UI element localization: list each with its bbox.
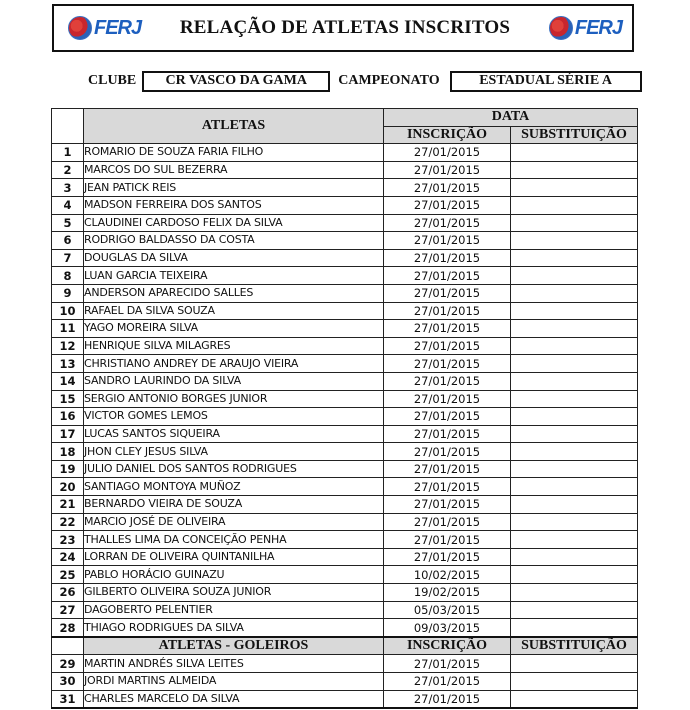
championship-label: CAMPEONATO	[338, 73, 440, 88]
table-row	[52, 320, 638, 338]
table-row	[52, 566, 638, 584]
row-number: 27	[52, 601, 84, 619]
table-row	[52, 619, 638, 637]
table-row	[52, 690, 638, 708]
athlete-name: CHARLES MARCELO DA SILVA	[84, 690, 384, 708]
athlete-name: SERGIO ANTONIO BORGES JUNIOR	[84, 390, 384, 408]
table-row	[52, 372, 638, 390]
substitution-date	[511, 196, 638, 214]
registration-date: 27/01/2015	[384, 425, 511, 443]
athlete-name: HENRIQUE SILVA MILAGRES	[84, 337, 384, 355]
substitution-date	[511, 267, 638, 285]
row-number: 12	[52, 337, 84, 355]
row-number: 26	[52, 584, 84, 602]
table-row	[52, 214, 638, 232]
table-row	[52, 513, 638, 531]
row-number: 10	[52, 302, 84, 320]
table-row	[52, 232, 638, 250]
registration-date: 27/01/2015	[384, 144, 511, 162]
registration-date: 27/01/2015	[384, 179, 511, 197]
registration-date: 27/01/2015	[384, 690, 511, 708]
row-number: 19	[52, 460, 84, 478]
ferj-ball-icon	[68, 16, 92, 40]
substitution-date	[511, 337, 638, 355]
substitution-date	[511, 460, 638, 478]
registration-date: 27/01/2015	[384, 478, 511, 496]
row-number: 6	[52, 232, 84, 250]
substitution-date	[511, 390, 638, 408]
goalkeepers-registration-header: INSCRIÇÃO	[384, 637, 511, 655]
athlete-name: ANDERSON APARECIDO SALLES	[84, 284, 384, 302]
table-row	[52, 548, 638, 566]
row-number: 29	[52, 655, 84, 673]
row-number: 2	[52, 161, 84, 179]
substitution-date	[511, 531, 638, 549]
substitution-date	[511, 584, 638, 602]
athletes-table	[51, 108, 638, 709]
athlete-name: RAFAEL DA SILVA SOUZA	[84, 302, 384, 320]
registration-date: 27/01/2015	[384, 337, 511, 355]
row-number: 22	[52, 513, 84, 531]
registration-date: 27/01/2015	[384, 214, 511, 232]
substitution-date	[511, 179, 638, 197]
row-number: 20	[52, 478, 84, 496]
club-value: CR VASCO DA GAMA	[142, 71, 330, 92]
substitution-date	[511, 673, 638, 691]
table-row	[52, 196, 638, 214]
registration-date: 27/01/2015	[384, 302, 511, 320]
table-row	[52, 284, 638, 302]
substitution-date	[511, 302, 638, 320]
athlete-name: THALLES LIMA DA CONCEIÇÃO PENHA	[84, 531, 384, 549]
athletes-rows	[52, 144, 638, 637]
substitution-date	[511, 655, 638, 673]
substitution-date	[511, 548, 638, 566]
substitution-date	[511, 496, 638, 514]
table-row	[52, 179, 638, 197]
table-row	[52, 673, 638, 691]
registration-date: 27/01/2015	[384, 196, 511, 214]
table-row	[52, 337, 638, 355]
athlete-name: JHON CLEY JESUS SILVA	[84, 443, 384, 461]
table-row	[52, 531, 638, 549]
registration-date: 27/01/2015	[384, 284, 511, 302]
registration-date: 05/03/2015	[384, 601, 511, 619]
row-number: 14	[52, 372, 84, 390]
substitution-date	[511, 425, 638, 443]
registration-meta	[88, 70, 642, 92]
athlete-name: SANDRO LAURINDO DA SILVA	[84, 372, 384, 390]
row-number: 1	[52, 144, 84, 162]
registration-date: 19/02/2015	[384, 584, 511, 602]
athlete-name: ROMARIO DE SOUZA FARIA FILHO	[84, 144, 384, 162]
athlete-name: PABLO HORÁCIO GUINAZU	[84, 566, 384, 584]
row-number: 16	[52, 408, 84, 426]
row-number: 4	[52, 196, 84, 214]
substitution-date	[511, 144, 638, 162]
athlete-name: LUCAS SANTOS SIQUEIRA	[84, 425, 384, 443]
table-row	[52, 355, 638, 373]
table-row	[52, 302, 638, 320]
athlete-name: BERNARDO VIEIRA DE SOUZA	[84, 496, 384, 514]
table-row	[52, 496, 638, 514]
substitution-date	[511, 601, 638, 619]
registration-date: 27/01/2015	[384, 496, 511, 514]
substitution-date	[511, 443, 638, 461]
registration-column-header: INSCRIÇÃO	[384, 126, 511, 144]
registration-date: 27/01/2015	[384, 249, 511, 267]
athletes-column-header: ATLETAS	[84, 109, 384, 144]
substitution-date	[511, 478, 638, 496]
row-number: 9	[52, 284, 84, 302]
athlete-name: RODRIGO BALDASSO DA COSTA	[84, 232, 384, 250]
table-row	[52, 601, 638, 619]
athlete-name: JORDI MARTINS ALMEIDA	[84, 673, 384, 691]
athlete-name: LORRAN DE OLIVEIRA QUINTANILHA	[84, 548, 384, 566]
row-number: 24	[52, 548, 84, 566]
athlete-name: JEAN PATICK REIS	[84, 179, 384, 197]
substitution-date	[511, 232, 638, 250]
page-title: RELAÇÃO DE ATLETAS INSCRITOS	[179, 17, 511, 38]
row-number: 11	[52, 320, 84, 338]
registration-date: 27/01/2015	[384, 673, 511, 691]
registration-date: 27/01/2015	[384, 408, 511, 426]
row-number: 28	[52, 619, 84, 637]
table-row	[52, 390, 638, 408]
athlete-name: LUAN GARCIA TEIXEIRA	[84, 267, 384, 285]
substitution-date	[511, 161, 638, 179]
row-number: 21	[52, 496, 84, 514]
row-number: 13	[52, 355, 84, 373]
ferj-logo-left	[68, 16, 141, 40]
athlete-name: MARCIO JOSÉ DE OLIVEIRA	[84, 513, 384, 531]
substitution-column-header: SUBSTITUIÇÃO	[511, 126, 638, 144]
ferj-logo-right	[549, 16, 622, 40]
substitution-date	[511, 408, 638, 426]
athlete-name: MARTIN ANDRÉS SILVA LEITES	[84, 655, 384, 673]
row-number: 18	[52, 443, 84, 461]
athlete-name: GILBERTO OLIVEIRA SOUZA JUNIOR	[84, 584, 384, 602]
row-number: 17	[52, 425, 84, 443]
club-label: CLUBE	[88, 73, 137, 88]
table-row	[52, 161, 638, 179]
table-row	[52, 144, 638, 162]
table-row	[52, 460, 638, 478]
athlete-name: DOUGLAS DA SILVA	[84, 249, 384, 267]
row-number: 7	[52, 249, 84, 267]
athlete-name: YAGO MOREIRA SILVA	[84, 320, 384, 338]
table-row	[52, 584, 638, 602]
row-number: 15	[52, 390, 84, 408]
table-row	[52, 425, 638, 443]
athlete-name: MARCOS DO SUL BEZERRA	[84, 161, 384, 179]
table-row	[52, 408, 638, 426]
row-number: 8	[52, 267, 84, 285]
table-row	[52, 249, 638, 267]
substitution-date	[511, 513, 638, 531]
table-row	[52, 478, 638, 496]
corner-blank	[52, 109, 84, 144]
athlete-name: CLAUDINEI CARDOSO FELIX DA SILVA	[84, 214, 384, 232]
registration-date: 27/01/2015	[384, 460, 511, 478]
athlete-name: SANTIAGO MONTOYA MUÑOZ	[84, 478, 384, 496]
table-row	[52, 443, 638, 461]
athlete-name: THIAGO RODRIGUES DA SILVA	[84, 619, 384, 637]
substitution-date	[511, 249, 638, 267]
registration-date: 10/02/2015	[384, 566, 511, 584]
substitution-date	[511, 320, 638, 338]
goalkeepers-header-row	[52, 637, 638, 655]
registration-date: 27/01/2015	[384, 320, 511, 338]
athlete-name: MADSON FERREIRA DOS SANTOS	[84, 196, 384, 214]
date-group-header: DATA	[384, 109, 638, 127]
registration-date: 27/01/2015	[384, 390, 511, 408]
ferj-logo-text: FERJ	[94, 16, 142, 39]
registration-date: 09/03/2015	[384, 619, 511, 637]
table-row	[52, 267, 638, 285]
athlete-name: VICTOR GOMES LEMOS	[84, 408, 384, 426]
substitution-date	[511, 566, 638, 584]
athlete-name: CHRISTIANO ANDREY DE ARAUJO VIEIRA	[84, 355, 384, 373]
registration-date: 27/01/2015	[384, 443, 511, 461]
registration-date: 27/01/2015	[384, 548, 511, 566]
corner-blank	[52, 637, 84, 655]
registration-date: 27/01/2015	[384, 355, 511, 373]
row-number: 3	[52, 179, 84, 197]
athlete-name: JULIO DANIEL DOS SANTOS RODRIGUES	[84, 460, 384, 478]
row-number: 5	[52, 214, 84, 232]
substitution-date	[511, 214, 638, 232]
registration-date: 27/01/2015	[384, 232, 511, 250]
substitution-date	[511, 284, 638, 302]
substitution-date	[511, 690, 638, 708]
registration-date: 27/01/2015	[384, 267, 511, 285]
row-number: 31	[52, 690, 84, 708]
row-number: 25	[52, 566, 84, 584]
championship-value: ESTADUAL SÉRIE A	[450, 71, 642, 92]
substitution-date	[511, 372, 638, 390]
goalkeepers-column-header: ATLETAS - GOLEIROS	[84, 637, 384, 655]
row-number: 30	[52, 673, 84, 691]
registration-date: 27/01/2015	[384, 513, 511, 531]
registration-date: 27/01/2015	[384, 655, 511, 673]
goalkeepers-rows	[52, 637, 638, 708]
document-title-banner	[52, 4, 634, 52]
row-number: 23	[52, 531, 84, 549]
table-row	[52, 655, 638, 673]
registration-date: 27/01/2015	[384, 161, 511, 179]
substitution-date	[511, 619, 638, 637]
registration-date: 27/01/2015	[384, 531, 511, 549]
goalkeepers-substitution-header: SUBSTITUIÇÃO	[511, 637, 638, 655]
athlete-name: DAGOBERTO PELENTIER	[84, 601, 384, 619]
substitution-date	[511, 355, 638, 373]
ferj-logo-text: FERJ	[574, 16, 622, 39]
ferj-ball-icon	[549, 16, 573, 40]
registration-date: 27/01/2015	[384, 372, 511, 390]
